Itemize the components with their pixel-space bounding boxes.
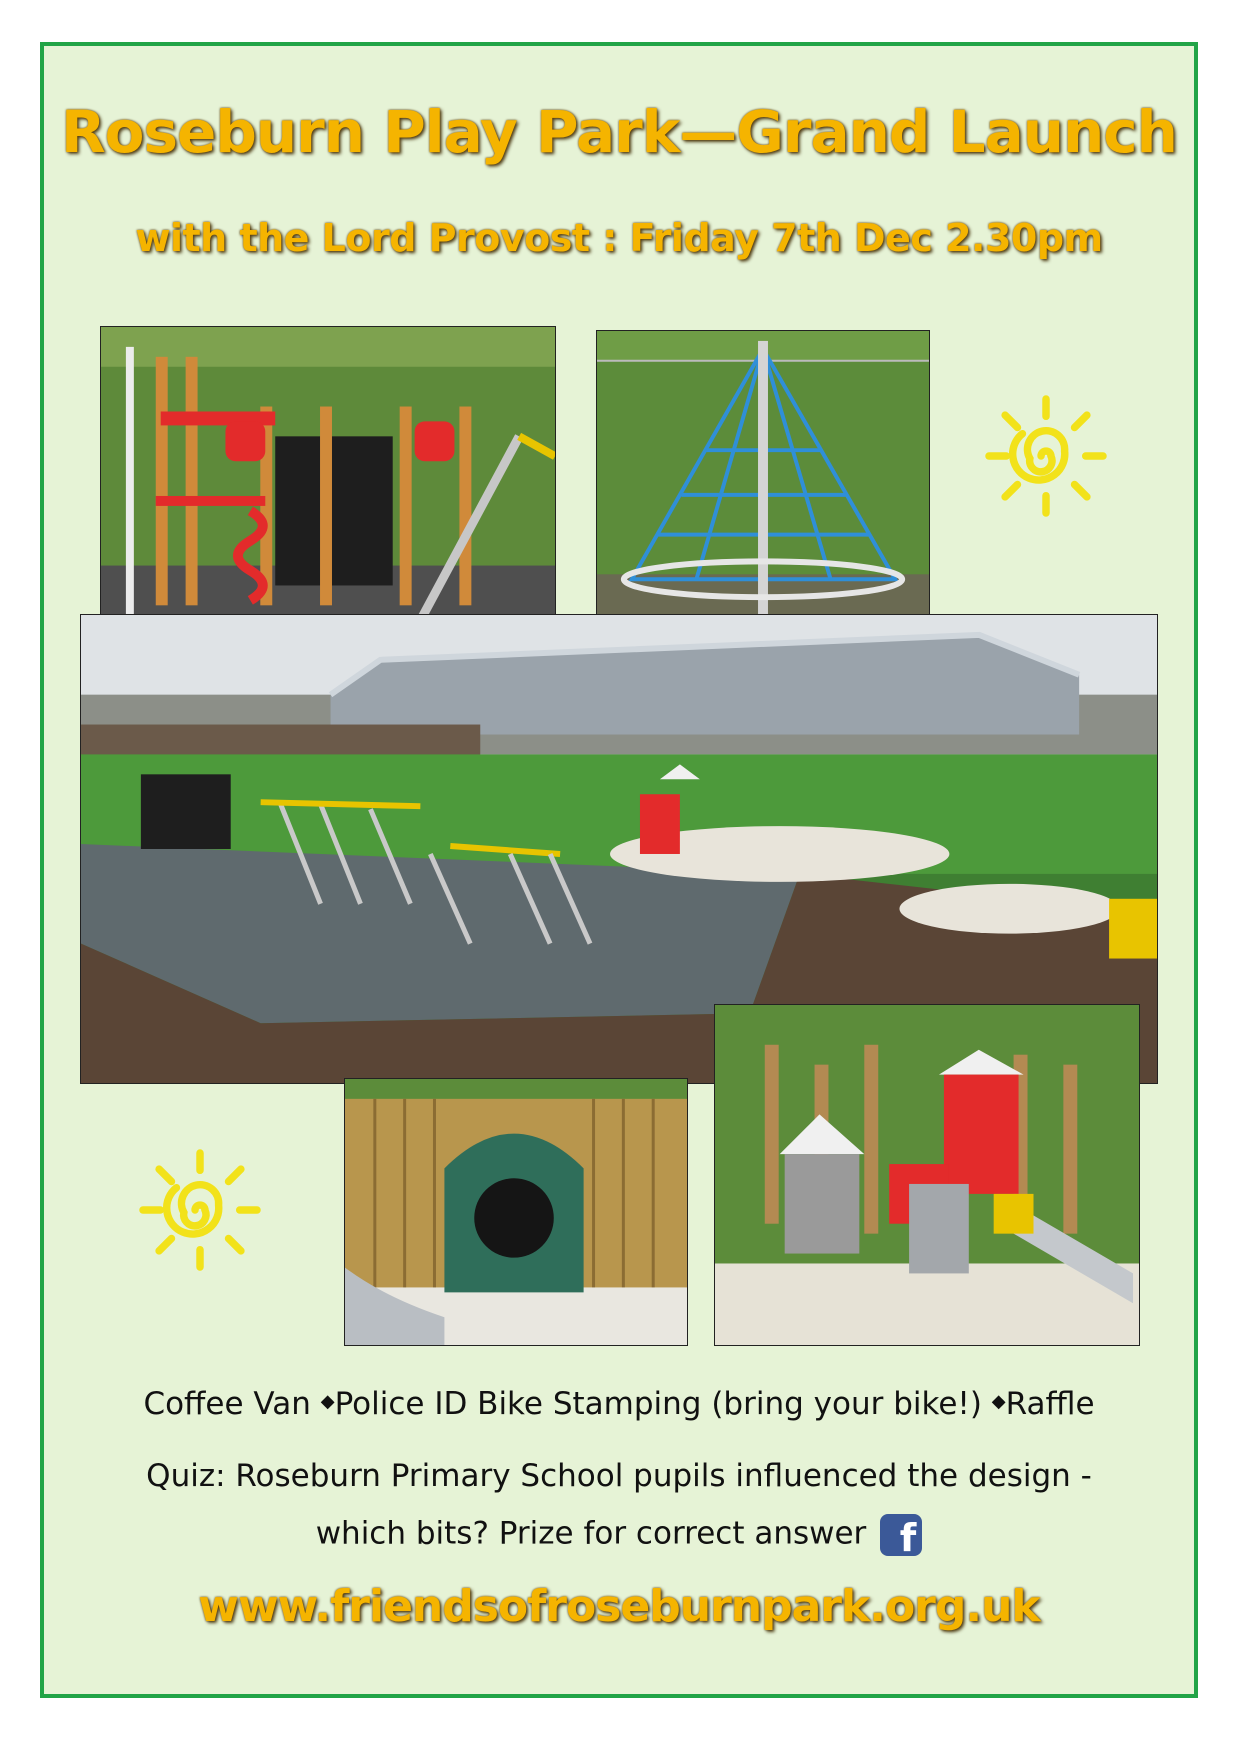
quiz-line-2-text: which bits? Prize for correct answer [315,1515,867,1552]
rope-pyramid-photo [596,330,930,623]
website-url[interactable]: www.friendsofroseburnpark.org.uk [198,1581,1040,1632]
poster-title: Roseburn Play Park—Grand Launch [61,98,1177,166]
sun-icon [984,394,1108,518]
poster [40,42,1198,1698]
separator: ◆ [320,1391,335,1412]
playhouse-photo [714,1004,1140,1346]
quiz-line-1: Quiz: Roseburn Primary School pupils influenced the design - [146,1458,1092,1494]
separator: ◆ [991,1391,1006,1412]
attractions-line [44,1386,1194,1422]
attraction-raffle: Raffle [1005,1386,1095,1422]
attraction-coffee-van: Coffee Van [143,1386,311,1422]
attraction-bike-stamping: Police ID Bike Stamping (bring your bike!) [334,1386,982,1422]
facebook-icon[interactable]: f [880,1514,922,1556]
quiz-line-2 [44,1514,1194,1560]
tunnel-photo [344,1078,688,1346]
climbing-frame-photo [100,326,556,660]
sun-icon [138,1148,262,1272]
poster-subtitle: with the Lord Provost : Friday 7th Dec 2.30pm [135,216,1103,260]
